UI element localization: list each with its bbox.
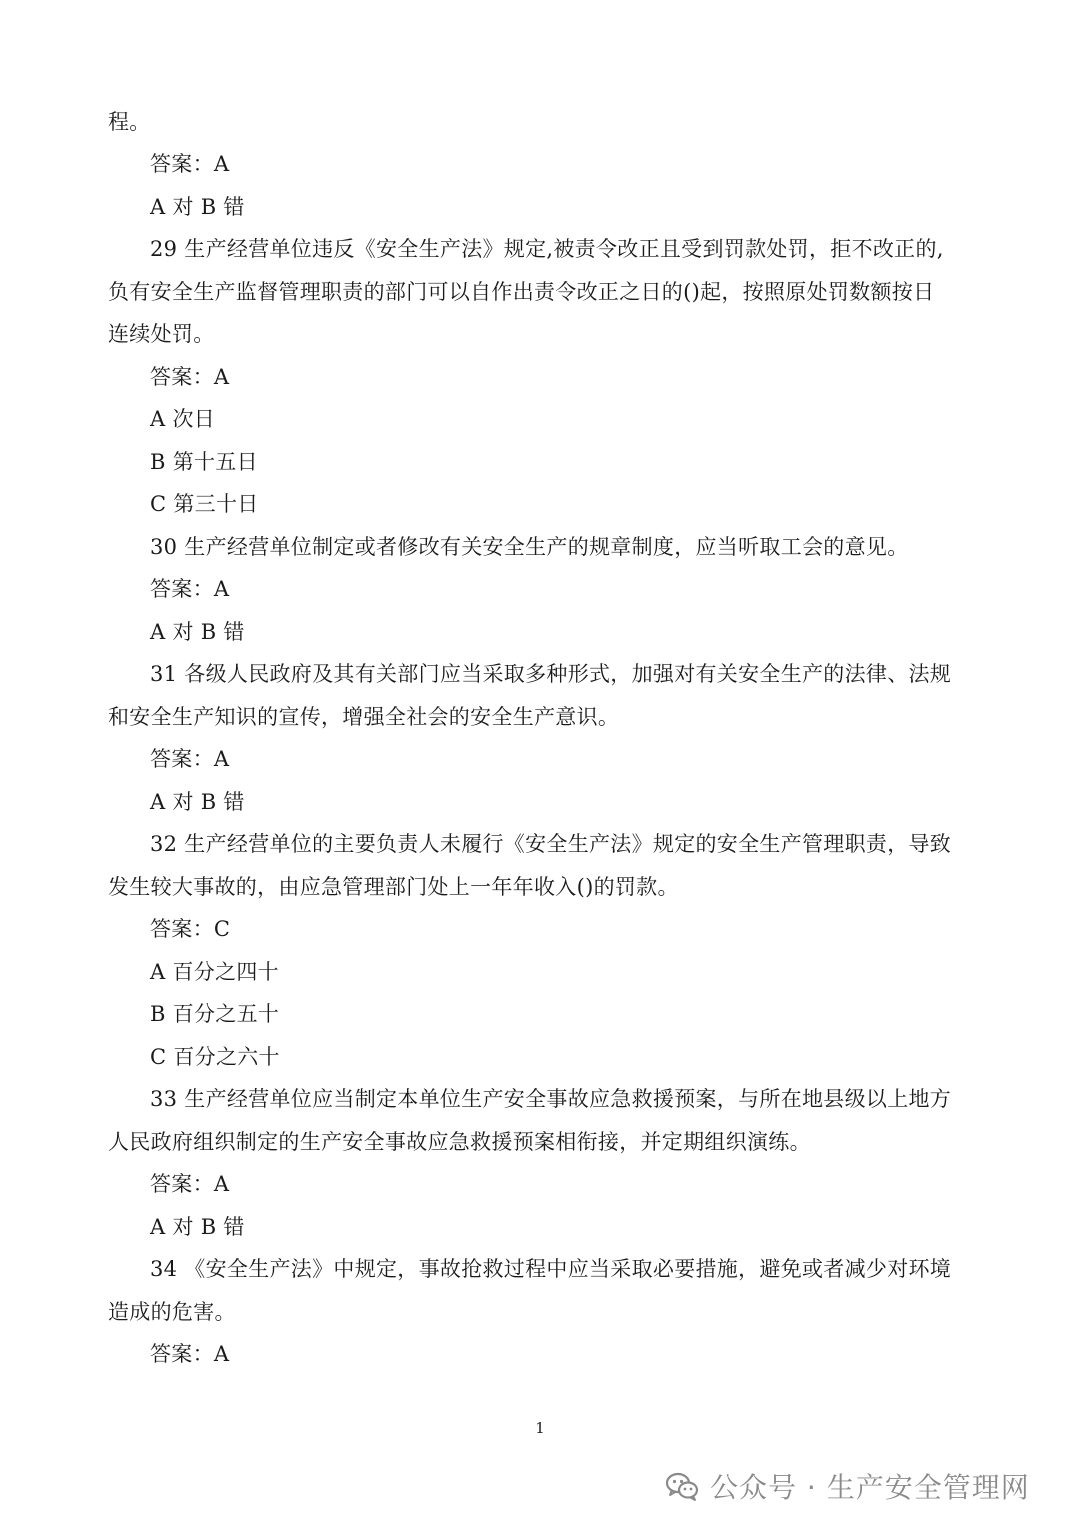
- option-line: B 百分之五十: [150, 1002, 280, 1026]
- option-line: B 第十五日: [150, 450, 258, 474]
- text-line: 连续处罚。: [108, 322, 215, 346]
- option-line: A 对 B 错: [150, 1215, 245, 1239]
- question-30: 30 生产经营单位制定或者修改有关安全生产的规章制度，应当听取工会的意见。: [150, 535, 909, 559]
- watermark: [664, 1464, 1030, 1508]
- watermark-text: 公众号 · 生产安全管理网: [710, 1471, 1030, 1504]
- question-34: 34 《安全生产法》中规定，事故抢救过程中应当采取必要措施，避免或者减少对环境: [150, 1257, 952, 1281]
- answer-line: 答案：A: [150, 747, 230, 771]
- option-line: A 对 B 错: [150, 620, 245, 644]
- question-29: 29 生产经营单位违反《安全生产法》规定,被责令改正且受到罚款处罚，拒不改正的,: [150, 237, 944, 261]
- option-line: A 次日: [150, 407, 216, 431]
- option-line: C 百分之六十: [150, 1045, 280, 1069]
- text-line: 负有安全生产监督管理职责的部门可以自作出责令改正之日的()起，按照原处罚数额按日: [108, 280, 935, 304]
- page-number: 1: [535, 1419, 545, 1437]
- text-line: 造成的危害。: [108, 1300, 236, 1324]
- wechat-icon: [664, 1468, 700, 1504]
- option-line: A 对 B 错: [150, 195, 245, 219]
- question-33: 33 生产经营单位应当制定本单位生产安全事故应急救援预案，与所在地县级以上地方: [150, 1087, 952, 1111]
- question-31: 31 各级人民政府及其有关部门应当采取多种形式，加强对有关安全生产的法律、法规: [150, 662, 952, 686]
- text-line: 人民政府组织制定的生产安全事故应急救援预案相衔接，并定期组织演练。: [108, 1130, 811, 1154]
- answer-line: 答案：C: [150, 917, 231, 941]
- answer-line: 答案：A: [150, 1342, 230, 1366]
- option-line: C 第三十日: [150, 492, 259, 516]
- question-32: 32 生产经营单位的主要负责人未履行《安全生产法》规定的安全生产管理职责，导致: [150, 832, 952, 856]
- answer-line: 答案：A: [150, 577, 230, 601]
- text-line: 程。: [108, 110, 151, 134]
- text-line: 发生较大事故的，由应急管理部门处上一年年收入()的罚款。: [108, 875, 679, 899]
- option-line: A 对 B 错: [150, 790, 245, 814]
- answer-line: 答案：A: [150, 1172, 230, 1196]
- text-line: 和安全生产知识的宣传，增强全社会的安全生产意识。: [108, 705, 620, 729]
- answer-line: 答案：A: [150, 152, 230, 176]
- option-line: A 百分之四十: [150, 960, 279, 984]
- answer-line: 答案：A: [150, 365, 230, 389]
